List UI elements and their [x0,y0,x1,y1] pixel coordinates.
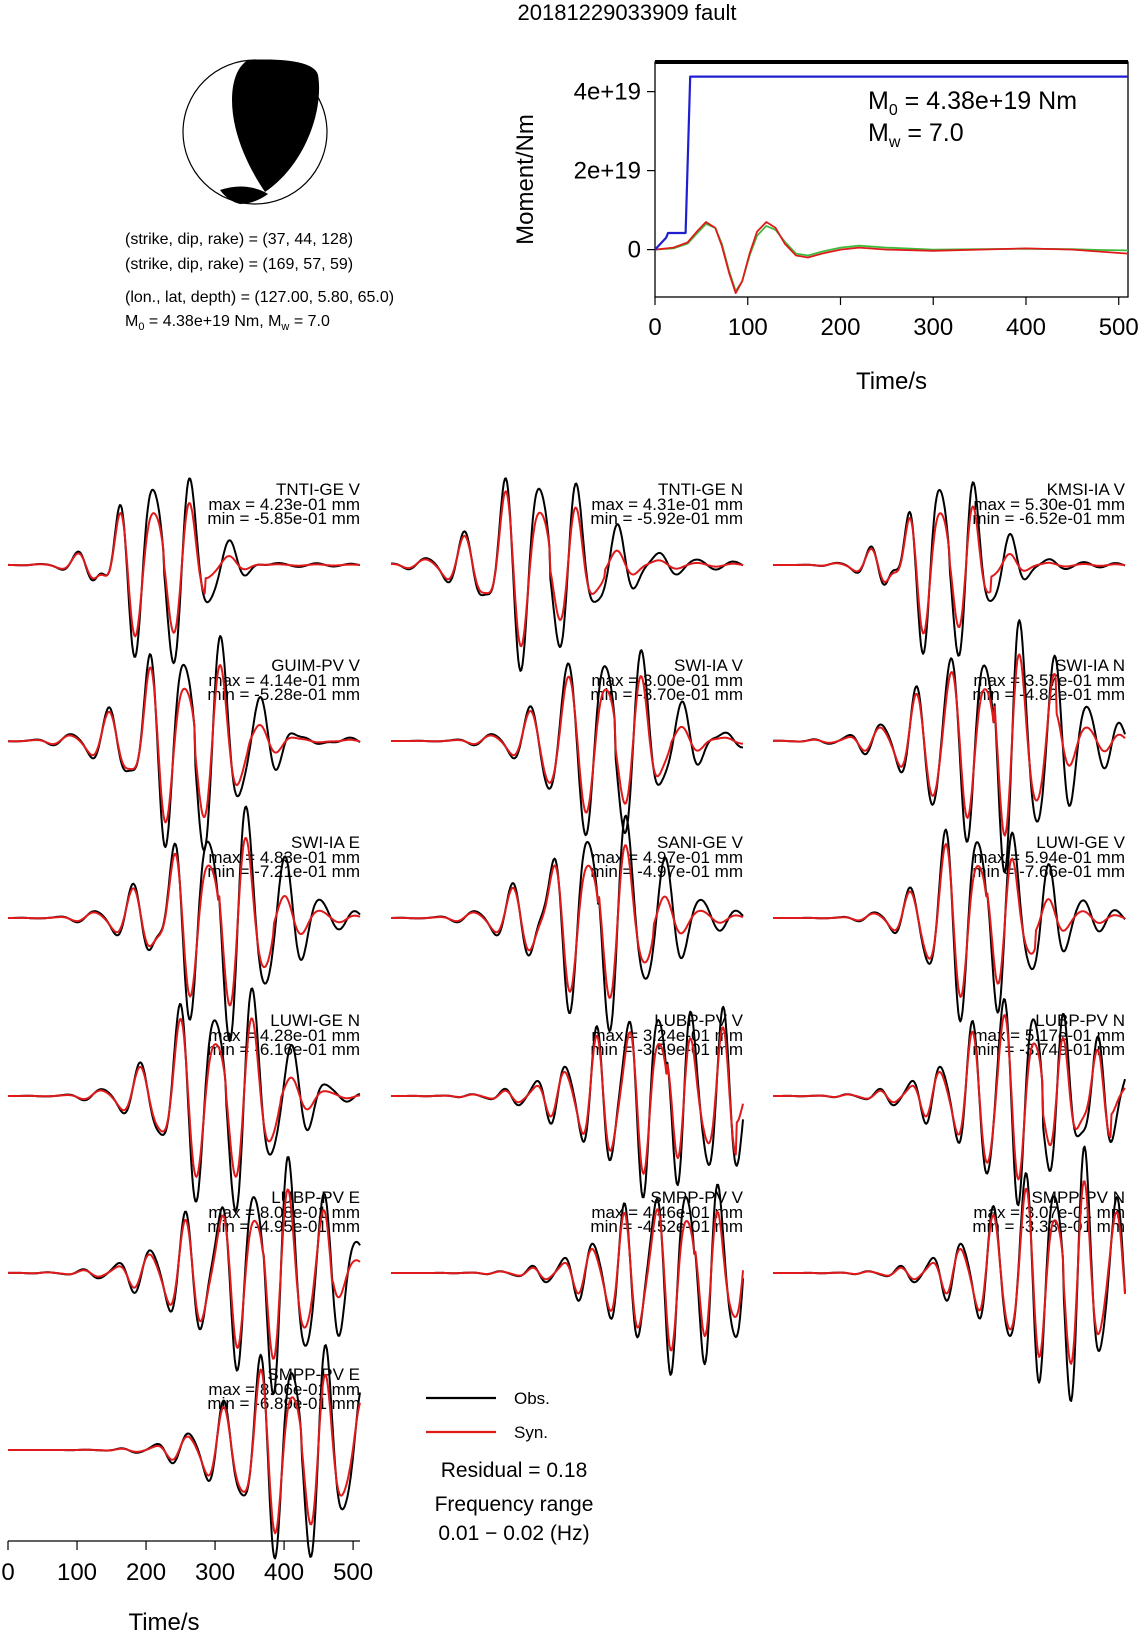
trace-min-label: min = -5.28e-01 mm [207,685,360,704]
trace-obs-line [391,1185,743,1375]
moment-series-green [655,224,1128,291]
trace-station-label: LUBP-PV V [654,1011,743,1030]
trace-max-label: max = 3.57e-01 mm [973,671,1125,690]
trace-min-label: min = -4.95e-01 mm [207,1217,360,1236]
trace-max-label: max = 8.06e-01 mm [208,1380,360,1399]
trace-max-label: max = 4.46e-01 mm [591,1203,743,1222]
waveform-time-axis [1,1541,373,1636]
waveform-panel [8,988,360,1211]
moment-x-axis-label: Time/s [855,368,928,395]
waveform-panel [391,650,744,835]
trace-min-label: min = -6.16e-01 mm [207,1040,360,1059]
trace-min-label: min = -7.21e-01 mm [207,862,360,881]
waveform-x-tick-label: 500 [333,1559,374,1586]
waveform-x-tick-label: 200 [126,1559,167,1586]
moment-mw-text: $M_w = 7.0$ [868,119,964,151]
trace-min-label: min = -3.70e-01 mm [590,685,743,704]
trace-station-label: SMPP-PV N [1031,1188,1125,1207]
trace-station-label: SWI-IA V [674,656,743,675]
legend [426,1389,593,1545]
moment-x-tick-label: 200 [820,314,861,341]
waveform-x-tick-label: 100 [56,1559,98,1586]
trace-max-label: max = 4.23e-01 mm [208,495,360,514]
moment-y-axis-label: Moment/Nm [512,114,539,245]
mechanism-moment: $M_0 = 4.38e+19$ Nm, $M_w = 7.0$ [125,313,330,333]
legend-obs-label: Obs. [514,1389,550,1408]
waveform-panel [8,1345,360,1558]
frequency-range-label: Frequency range [434,1493,594,1516]
trace-min-label: min = -3.33e-01 mm [972,1217,1125,1236]
waveform-panel [391,478,743,671]
figure-title: 20181229033909 fault [517,0,737,25]
trace-station-label: TNTI-GE V [275,480,360,499]
waveform-panel [773,830,1126,1022]
waveform-panel [391,816,744,1031]
waveform-panel [8,1157,360,1394]
moment-x-tick-label: 100 [727,314,768,341]
waveform-grid [8,478,1126,1558]
residual-label: Residual = 0.18 [440,1459,588,1482]
moment-y-tick-label: 2e+19 [573,157,641,185]
trace-station-label: SWI-IA E [291,833,360,852]
trace-min-label: min = -3.59e-01 mm [590,1040,743,1059]
moment-function-plot [512,62,1139,395]
trace-max-label: max = 5.30e-01 mm [973,495,1125,514]
trace-min-label: min = -7.66e-01 mm [972,862,1125,881]
trace-station-label: KMSI-IA V [1046,480,1125,499]
trace-station-label: LUBP-PV E [271,1188,360,1207]
trace-max-label: max = 5.94e-01 mm [973,848,1125,867]
nodal-plane-1: (strike, dip, rake) = (37, 44, 128) [125,231,354,248]
trace-syn-line [391,1209,743,1350]
trace-min-label: min = -4.52e-01 mm [590,1217,743,1236]
trace-station-label: LUBP-PV N [1035,1011,1125,1030]
beachball [183,60,327,204]
trace-max-label: max = 8.08e-01 mm [208,1203,360,1222]
trace-min-label: min = -5.85e-01 mm [207,509,360,528]
trace-station-label: SWI-IA N [1055,656,1125,675]
waveform-panel [773,1147,1125,1401]
waveform-panel [773,480,1126,656]
waveform-x-tick-label: 400 [264,1559,305,1586]
moment-y-tick-label: 4e+19 [573,78,641,106]
waveform-x-tick-label: 0 [1,1559,15,1586]
moment-m0-text: $M_0 = 4.38e+19$ Nm [868,87,1078,119]
moment-x-tick-label: 0 [648,314,662,341]
waveform-x-tick-label: 300 [195,1559,236,1586]
trace-min-label: min = -3.74e-01 mm [972,1040,1125,1059]
trace-max-label: max = 3.24e-01 mm [591,1026,743,1045]
moment-x-tick-label: 300 [913,314,954,341]
waveform-panel [8,807,360,1042]
trace-min-label: min = -4.82e-01 mm [972,685,1125,704]
nodal-plane-2: (strike, dip, rake) = (169, 57, 59) [125,256,354,273]
waveform-panel [8,479,361,664]
trace-station-label: LUWI-GE V [1036,833,1125,852]
moment-x-tick-label: 400 [1005,314,1047,341]
trace-max-label: max = 5.17e-01 mm [973,1026,1125,1045]
legend-syn-label: Syn. [514,1423,549,1442]
trace-min-label: min = -5.92e-01 mm [590,509,743,528]
moment-x-tick-label: 500 [1098,314,1139,341]
trace-station-label: LUWI-GE N [270,1011,360,1030]
trace-min-label: min = -4.97e-01 mm [590,862,743,881]
trace-max-label: max = 4.97e-01 mm [591,848,743,867]
trace-station-label: TNTI-GE N [658,480,743,499]
trace-max-label: max = 3.07e-01 mm [973,1203,1125,1222]
frequency-range-value: 0.01 − 0.02 (Hz) [438,1522,590,1545]
trace-station-label: SANI-GE V [657,833,743,852]
waveform-panel [391,1007,744,1198]
trace-station-label: SMPP-PV E [267,1365,360,1384]
trace-min-label: min = -6.89e-01 mm [207,1394,360,1413]
source-location: (lon., lat, depth) = (127.00, 5.80, 65.0) [125,289,395,306]
trace-max-label: max = 4.14e-01 mm [208,671,360,690]
mechanism-info [125,231,394,333]
trace-max-label: max = 4.83e-01 mm [208,848,360,867]
waveform-panel [773,999,1125,1205]
waveform-panel [391,1185,744,1375]
waveform-panel [8,636,361,850]
moment-y-tick-label: 0 [627,236,641,264]
waveform-x-axis-label: Time/s [128,1609,200,1636]
trace-station-label: SMPP-PV V [650,1188,743,1207]
trace-max-label: max = 3.00e-01 mm [591,671,743,690]
trace-min-label: min = -6.52e-01 mm [972,509,1125,528]
trace-max-label: max = 4.31e-01 mm [591,495,743,514]
trace-station-label: GUIM-PV V [271,656,360,675]
trace-max-label: max = 4.28e-01 mm [208,1026,360,1045]
